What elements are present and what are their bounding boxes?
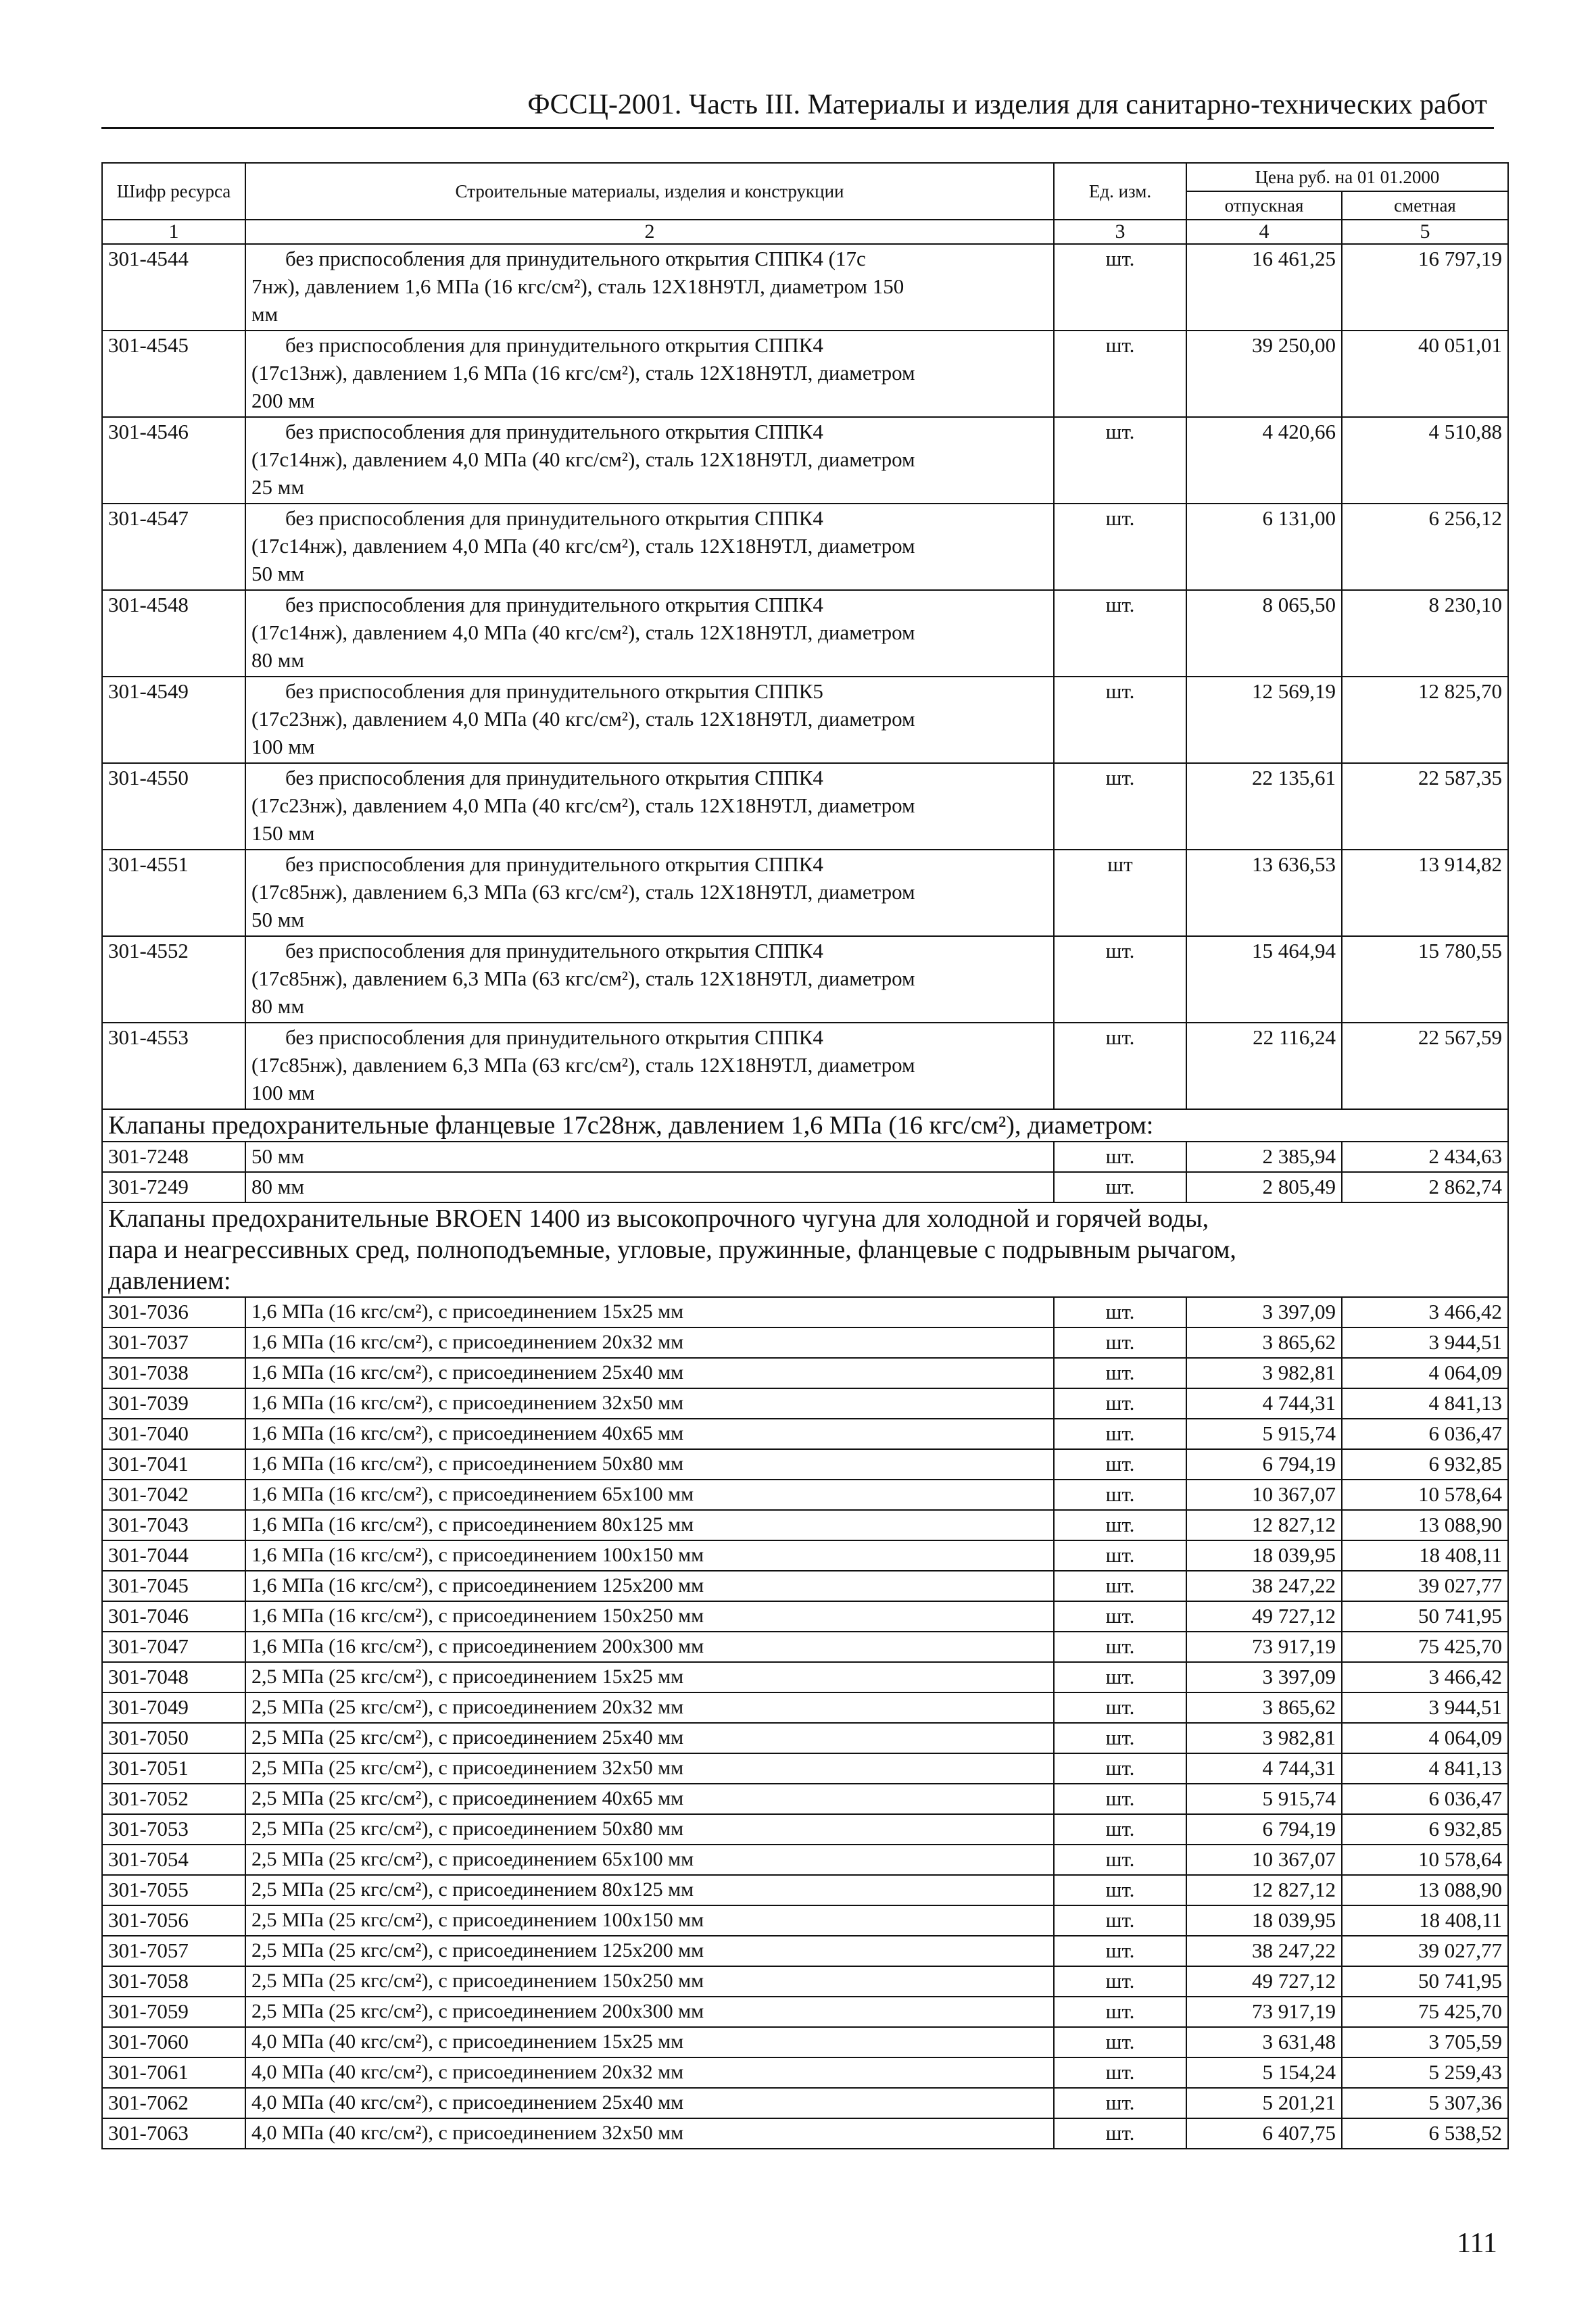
unit-cell: шт.	[1054, 1997, 1186, 2027]
release-price: 8 065,50	[1186, 590, 1342, 677]
unit-cell: шт.	[1054, 1449, 1186, 1480]
release-price: 3 865,62	[1186, 1327, 1342, 1358]
unit-cell: шт.	[1054, 1023, 1186, 1109]
resource-code: 301-7053	[102, 1814, 245, 1845]
estimate-price: 13 914,82	[1342, 850, 1508, 936]
description-line: без приспособления для принудительного открытия СППК4	[285, 1025, 823, 1049]
description-cell: 1,6 МПа (16 кгс/см²), с присоединением 200x300 мм	[245, 1632, 1054, 1662]
price-table	[101, 162, 1509, 2149]
table-body	[102, 244, 1508, 2149]
release-price: 5 915,74	[1186, 1419, 1342, 1449]
release-price: 18 039,95	[1186, 1905, 1342, 1936]
unit-cell: шт.	[1054, 1571, 1186, 1601]
unit-cell: шт.	[1054, 1936, 1186, 1966]
section-row	[102, 1109, 1508, 1142]
table-row	[102, 677, 1508, 763]
description-line: без приспособления для принудительного открытия СППК4 (17с	[285, 247, 866, 270]
estimate-price: 15 780,55	[1342, 936, 1508, 1023]
table-row	[102, 244, 1508, 331]
resource-code: 301-7045	[102, 1571, 245, 1601]
table-row	[102, 1753, 1508, 1784]
estimate-price: 16 797,19	[1342, 244, 1508, 331]
unit-cell: шт.	[1054, 1388, 1186, 1419]
estimate-price: 4 841,13	[1342, 1388, 1508, 1419]
page-title: ФССЦ-2001. Часть III. Материалы и изделия для санитарно-технических работ	[527, 89, 1487, 120]
description-line: (17с14нж), давлением 4,0 МПа (40 кгс/см²), сталь 12Х18Н9ТЛ, диаметром	[251, 447, 915, 471]
table-row	[102, 1510, 1508, 1540]
estimate-price: 6 932,85	[1342, 1449, 1508, 1480]
resource-code: 301-7040	[102, 1419, 245, 1449]
release-price: 6 794,19	[1186, 1449, 1342, 1480]
description-cell: 4,0 МПа (40 кгс/см²), с присоединением 20x32 мм	[245, 2057, 1054, 2088]
description-cell: 1,6 МПа (16 кгс/см²), с присоединением 20x32 мм	[245, 1327, 1054, 1358]
estimate-price: 50 741,95	[1342, 1966, 1508, 1997]
description-line: без приспособления для принудительного открытия СППК4	[285, 766, 823, 789]
release-price: 12 827,12	[1186, 1875, 1342, 1905]
table-row	[102, 1845, 1508, 1875]
unit-cell: шт.	[1054, 763, 1186, 850]
description-cell: 2,5 МПа (25 кгс/см²), с присоединением 20x32 мм	[245, 1692, 1054, 1723]
estimate-price: 22 587,35	[1342, 763, 1508, 850]
description-line: (17с85нж), давлением 6,3 МПа (63 кгс/см²), сталь 12Х18Н9ТЛ, диаметром	[251, 1053, 915, 1077]
release-price: 73 917,19	[1186, 1632, 1342, 1662]
release-price: 49 727,12	[1186, 1966, 1342, 1997]
unit-cell: шт.	[1054, 1845, 1186, 1875]
release-price: 5 201,21	[1186, 2088, 1342, 2118]
description-cell: 80 мм	[245, 1172, 1054, 1202]
description-line: без приспособления для принудительного открытия СППК4	[285, 939, 823, 962]
release-price: 12 569,19	[1186, 677, 1342, 763]
table-row	[102, 1449, 1508, 1480]
unit-cell: шт.	[1054, 2057, 1186, 2088]
description-line: 80 мм	[251, 648, 304, 672]
description-cell	[245, 1023, 1054, 1109]
table-row	[102, 1997, 1508, 2027]
resource-code: 301-7060	[102, 2027, 245, 2057]
unit-cell: шт.	[1054, 677, 1186, 763]
description-line: без приспособления для принудительного открытия СППК4	[285, 506, 823, 530]
unit-cell: шт.	[1054, 1601, 1186, 1632]
resource-code: 301-7248	[102, 1142, 245, 1172]
release-price: 10 367,07	[1186, 1845, 1342, 1875]
unit-cell: шт.	[1054, 590, 1186, 677]
estimate-price: 4 064,09	[1342, 1723, 1508, 1753]
header-price-group: Цена руб. на 01 01.2000	[1186, 163, 1508, 191]
table-row	[102, 2027, 1508, 2057]
section-row	[102, 1202, 1508, 1297]
unit-cell: шт.	[1054, 936, 1186, 1023]
table-row	[102, 1142, 1508, 1172]
estimate-price: 13 088,90	[1342, 1875, 1508, 1905]
table-row	[102, 1388, 1508, 1419]
resource-code: 301-7041	[102, 1449, 245, 1480]
unit-cell: шт.	[1054, 1632, 1186, 1662]
estimate-price: 5 307,36	[1342, 2088, 1508, 2118]
unit-cell: шт.	[1054, 1297, 1186, 1327]
resource-code: 301-7056	[102, 1905, 245, 1936]
estimate-price: 22 567,59	[1342, 1023, 1508, 1109]
description-line: без приспособления для принудительного открытия СППК4	[285, 593, 823, 616]
table-row	[102, 936, 1508, 1023]
description-cell	[245, 936, 1054, 1023]
table-row	[102, 1601, 1508, 1632]
description-cell: 2,5 МПа (25 кгс/см²), с присоединением 100x150 мм	[245, 1905, 1054, 1936]
description-line: 25 мм	[251, 475, 304, 499]
estimate-price: 50 741,95	[1342, 1601, 1508, 1632]
description-cell	[245, 677, 1054, 763]
table-row	[102, 1905, 1508, 1936]
release-price: 38 247,22	[1186, 1571, 1342, 1601]
estimate-price: 10 578,64	[1342, 1480, 1508, 1510]
table-row	[102, 1358, 1508, 1388]
section-title: Клапаны предохранительные фланцевые 17с28нж, давлением 1,6 МПа (16 кгс/см²), диаметром:	[102, 1109, 1508, 1142]
description-cell: 1,6 МПа (16 кгс/см²), с присоединением 40x65 мм	[245, 1419, 1054, 1449]
estimate-price: 75 425,70	[1342, 1632, 1508, 1662]
resource-code: 301-7044	[102, 1540, 245, 1571]
estimate-price: 3 466,42	[1342, 1662, 1508, 1692]
table-row	[102, 1966, 1508, 1997]
unit-cell: шт.	[1054, 2118, 1186, 2149]
unit-cell: шт.	[1054, 1966, 1186, 1997]
estimate-price: 18 408,11	[1342, 1905, 1508, 1936]
description-cell: 2,5 МПа (25 кгс/см²), с присоединением 25x40 мм	[245, 1723, 1054, 1753]
resource-code: 301-7052	[102, 1784, 245, 1814]
description-cell: 1,6 МПа (16 кгс/см²), с присоединением 150x250 мм	[245, 1601, 1054, 1632]
resource-code: 301-7038	[102, 1358, 245, 1388]
table-row	[102, 1023, 1508, 1109]
description-cell: 2,5 МПа (25 кгс/см²), с присоединением 125x200 мм	[245, 1936, 1054, 1966]
table-row	[102, 1692, 1508, 1723]
description-line: 100 мм	[251, 735, 315, 758]
table-row	[102, 1540, 1508, 1571]
col-number: 1	[102, 220, 245, 244]
release-price: 3 982,81	[1186, 1723, 1342, 1753]
release-price: 22 116,24	[1186, 1023, 1342, 1109]
description-line: (17с14нж), давлением 4,0 МПа (40 кгс/см²), сталь 12Х18Н9ТЛ, диаметром	[251, 620, 915, 644]
estimate-price: 4 841,13	[1342, 1753, 1508, 1784]
table-row	[102, 1172, 1508, 1202]
header-code: Шифр ресурса	[102, 163, 245, 220]
description-cell	[245, 590, 1054, 677]
unit-cell: шт	[1054, 850, 1186, 936]
description-line: (17с85нж), давлением 6,3 МПа (63 кгс/см²), сталь 12Х18Н9ТЛ, диаметром	[251, 967, 915, 990]
unit-cell: шт.	[1054, 1419, 1186, 1449]
resource-code: 301-4553	[102, 1023, 245, 1109]
unit-cell: шт.	[1054, 1784, 1186, 1814]
description-line: без приспособления для принудительного открытия СППК5	[285, 679, 823, 703]
unit-cell: шт.	[1054, 1172, 1186, 1202]
table-row	[102, 2057, 1508, 2088]
unit-cell: шт.	[1054, 244, 1186, 331]
estimate-price: 39 027,77	[1342, 1936, 1508, 1966]
release-price: 73 917,19	[1186, 1997, 1342, 2027]
table-row	[102, 850, 1508, 936]
description-cell: 2,5 МПа (25 кгс/см²), с присоединением 150x250 мм	[245, 1966, 1054, 1997]
description-cell: 2,5 МПа (25 кгс/см²), с присоединением 80x125 мм	[245, 1875, 1054, 1905]
description-cell: 4,0 МПа (40 кгс/см²), с присоединением 15x25 мм	[245, 2027, 1054, 2057]
resource-code: 301-4550	[102, 763, 245, 850]
table-row	[102, 1936, 1508, 1966]
release-price: 18 039,95	[1186, 1540, 1342, 1571]
description-cell: 4,0 МПа (40 кгс/см²), с присоединением 25x40 мм	[245, 2088, 1054, 2118]
resource-code: 301-4547	[102, 504, 245, 590]
release-price: 15 464,94	[1186, 936, 1342, 1023]
description-cell: 1,6 МПа (16 кгс/см²), с присоединением 65x100 мм	[245, 1480, 1054, 1510]
description-cell	[245, 331, 1054, 417]
description-line: без приспособления для принудительного открытия СППК4	[285, 333, 823, 357]
resource-code: 301-4549	[102, 677, 245, 763]
estimate-price: 6 036,47	[1342, 1419, 1508, 1449]
unit-cell: шт.	[1054, 417, 1186, 504]
header-name: Строительные материалы, изделия и конструкции	[245, 163, 1054, 220]
description-cell: 2,5 МПа (25 кгс/см²), с присоединением 65x100 мм	[245, 1845, 1054, 1875]
table-row	[102, 1814, 1508, 1845]
unit-cell: шт.	[1054, 1905, 1186, 1936]
col-number: 5	[1342, 220, 1508, 244]
estimate-price: 5 259,43	[1342, 2057, 1508, 2088]
resource-code: 301-7037	[102, 1327, 245, 1358]
header-release: отпускная	[1186, 191, 1342, 220]
table-header	[102, 163, 1508, 244]
release-price: 12 827,12	[1186, 1510, 1342, 1540]
table-row	[102, 504, 1508, 590]
release-price: 13 636,53	[1186, 850, 1342, 936]
section-title-line: пара и неагрессивных сред, полноподъемные, угловые, пружинные, фланцевые с подрывным рычагом,	[108, 1236, 1236, 1264]
resource-code: 301-7063	[102, 2118, 245, 2149]
estimate-price: 6 538,52	[1342, 2118, 1508, 2149]
table-row	[102, 417, 1508, 504]
release-price: 2 805,49	[1186, 1172, 1342, 1202]
description-cell	[245, 850, 1054, 936]
estimate-price: 6 932,85	[1342, 1814, 1508, 1845]
estimate-price: 40 051,01	[1342, 331, 1508, 417]
page-header	[101, 87, 1494, 129]
release-price: 6 131,00	[1186, 504, 1342, 590]
description-line: (17с23нж), давлением 4,0 МПа (40 кгс/см²), сталь 12Х18Н9ТЛ, диаметром	[251, 707, 915, 731]
estimate-price: 3 705,59	[1342, 2027, 1508, 2057]
col-number: 4	[1186, 220, 1342, 244]
description-cell: 1,6 МПа (16 кгс/см²), с присоединением 80x125 мм	[245, 1510, 1054, 1540]
description-cell: 1,6 МПа (16 кгс/см²), с присоединением 125x200 мм	[245, 1571, 1054, 1601]
description-line: 7нж), давлением 1,6 МПа (16 кгс/см²), сталь 12Х18Н9ТЛ, диаметром 150	[251, 274, 904, 298]
description-line: 150 мм	[251, 821, 315, 845]
table-row	[102, 1875, 1508, 1905]
header-unit: Ед. изм.	[1054, 163, 1186, 220]
estimate-price: 3 466,42	[1342, 1297, 1508, 1327]
estimate-price: 8 230,10	[1342, 590, 1508, 677]
unit-cell: шт.	[1054, 2088, 1186, 2118]
resource-code: 301-7036	[102, 1297, 245, 1327]
resource-code: 301-7047	[102, 1632, 245, 1662]
estimate-price: 39 027,77	[1342, 1571, 1508, 1601]
resource-code: 301-4548	[102, 590, 245, 677]
description-line: 50 мм	[251, 562, 304, 585]
resource-code: 301-7058	[102, 1966, 245, 1997]
description-line: без приспособления для принудительного открытия СППК4	[285, 852, 823, 876]
release-price: 10 367,07	[1186, 1480, 1342, 1510]
unit-cell: шт.	[1054, 504, 1186, 590]
release-price: 6 407,75	[1186, 2118, 1342, 2149]
col-number: 2	[245, 220, 1054, 244]
unit-cell: шт.	[1054, 1540, 1186, 1571]
description-line: 100 мм	[251, 1081, 315, 1104]
table-row	[102, 1480, 1508, 1510]
resource-code: 301-7043	[102, 1510, 245, 1540]
resource-code: 301-7059	[102, 1997, 245, 2027]
resource-code: 301-7054	[102, 1845, 245, 1875]
description-line: (17с14нж), давлением 4,0 МПа (40 кгс/см²), сталь 12Х18Н9ТЛ, диаметром	[251, 534, 915, 558]
unit-cell: шт.	[1054, 1875, 1186, 1905]
description-cell: 4,0 МПа (40 кгс/см²), с присоединением 32x50 мм	[245, 2118, 1054, 2149]
description-line: 80 мм	[251, 994, 304, 1018]
description-cell: 50 мм	[245, 1142, 1054, 1172]
unit-cell: шт.	[1054, 1814, 1186, 1845]
estimate-price: 6 036,47	[1342, 1784, 1508, 1814]
estimate-price: 3 944,51	[1342, 1327, 1508, 1358]
table-row	[102, 1327, 1508, 1358]
resource-code: 301-7050	[102, 1723, 245, 1753]
table-row	[102, 1297, 1508, 1327]
unit-cell: шт.	[1054, 1327, 1186, 1358]
resource-code: 301-4546	[102, 417, 245, 504]
unit-cell: шт.	[1054, 1358, 1186, 1388]
table-row	[102, 1632, 1508, 1662]
table-row	[102, 590, 1508, 677]
resource-code: 301-4552	[102, 936, 245, 1023]
release-price: 4 744,31	[1186, 1753, 1342, 1784]
resource-code: 301-7048	[102, 1662, 245, 1692]
resource-code: 301-7062	[102, 2088, 245, 2118]
release-price: 5 154,24	[1186, 2057, 1342, 2088]
release-price: 3 982,81	[1186, 1358, 1342, 1388]
estimate-price: 6 256,12	[1342, 504, 1508, 590]
description-cell: 2,5 МПа (25 кгс/см²), с присоединением 32x50 мм	[245, 1753, 1054, 1784]
release-price: 49 727,12	[1186, 1601, 1342, 1632]
description-cell: 2,5 МПа (25 кгс/см²), с присоединением 40x65 мм	[245, 1784, 1054, 1814]
table-row	[102, 2118, 1508, 2149]
estimate-price: 13 088,90	[1342, 1510, 1508, 1540]
resource-code: 301-7046	[102, 1601, 245, 1632]
release-price: 5 915,74	[1186, 1784, 1342, 1814]
description-line: мм	[251, 302, 279, 326]
resource-code: 301-7055	[102, 1875, 245, 1905]
col-number: 3	[1054, 220, 1186, 244]
unit-cell: шт.	[1054, 1142, 1186, 1172]
description-cell: 1,6 МПа (16 кгс/см²), с присоединением 32x50 мм	[245, 1388, 1054, 1419]
description-cell	[245, 504, 1054, 590]
description-line: 200 мм	[251, 389, 315, 412]
resource-code: 301-4545	[102, 331, 245, 417]
description-cell: 1,6 МПа (16 кгс/см²), с присоединением 50x80 мм	[245, 1449, 1054, 1480]
unit-cell: шт.	[1054, 1692, 1186, 1723]
release-price: 38 247,22	[1186, 1936, 1342, 1966]
unit-cell: шт.	[1054, 1753, 1186, 1784]
release-price: 2 385,94	[1186, 1142, 1342, 1172]
description-cell: 2,5 МПа (25 кгс/см²), с присоединением 50x80 мм	[245, 1814, 1054, 1845]
table-row	[102, 1662, 1508, 1692]
table-row	[102, 1571, 1508, 1601]
unit-cell: шт.	[1054, 1510, 1186, 1540]
description-line: (17с85нж), давлением 6,3 МПа (63 кгс/см²), сталь 12Х18Н9ТЛ, диаметром	[251, 880, 915, 904]
estimate-price: 4 064,09	[1342, 1358, 1508, 1388]
description-line: (17с23нж), давлением 4,0 МПа (40 кгс/см²), сталь 12Х18Н9ТЛ, диаметром	[251, 794, 915, 817]
resource-code: 301-7042	[102, 1480, 245, 1510]
release-price: 4 744,31	[1186, 1388, 1342, 1419]
resource-code: 301-7051	[102, 1753, 245, 1784]
description-cell	[245, 763, 1054, 850]
estimate-price: 2 862,74	[1342, 1172, 1508, 1202]
description-line: (17с13нж), давлением 1,6 МПа (16 кгс/см²), сталь 12Х18Н9ТЛ, диаметром	[251, 361, 915, 385]
section-title	[102, 1202, 1508, 1297]
header-estimate: сметная	[1342, 191, 1508, 220]
estimate-price: 10 578,64	[1342, 1845, 1508, 1875]
resource-code: 301-7249	[102, 1172, 245, 1202]
table-row	[102, 331, 1508, 417]
estimate-price: 3 944,51	[1342, 1692, 1508, 1723]
resource-code: 301-7061	[102, 2057, 245, 2088]
description-cell	[245, 417, 1054, 504]
resource-code: 301-7039	[102, 1388, 245, 1419]
table-row	[102, 1784, 1508, 1814]
description-cell	[245, 244, 1054, 331]
description-cell: 2,5 МПа (25 кгс/см²), с присоединением 15x25 мм	[245, 1662, 1054, 1692]
description-cell: 1,6 МПа (16 кгс/см²), с присоединением 25x40 мм	[245, 1358, 1054, 1388]
description-cell: 1,6 МПа (16 кгс/см²), с присоединением 15x25 мм	[245, 1297, 1054, 1327]
unit-cell: шт.	[1054, 2027, 1186, 2057]
release-price: 3 631,48	[1186, 2027, 1342, 2057]
unit-cell: шт.	[1054, 331, 1186, 417]
estimate-price: 4 510,88	[1342, 417, 1508, 504]
estimate-price: 12 825,70	[1342, 677, 1508, 763]
resource-code: 301-4544	[102, 244, 245, 331]
table-row	[102, 1419, 1508, 1449]
table-row	[102, 763, 1508, 850]
release-price: 39 250,00	[1186, 331, 1342, 417]
description-cell: 1,6 МПа (16 кгс/см²), с присоединением 100x150 мм	[245, 1540, 1054, 1571]
resource-code: 301-4551	[102, 850, 245, 936]
description-line: 50 мм	[251, 908, 304, 931]
resource-code: 301-7057	[102, 1936, 245, 1966]
release-price: 6 794,19	[1186, 1814, 1342, 1845]
release-price: 3 397,09	[1186, 1662, 1342, 1692]
estimate-price: 2 434,63	[1342, 1142, 1508, 1172]
unit-cell: шт.	[1054, 1662, 1186, 1692]
release-price: 4 420,66	[1186, 417, 1342, 504]
estimate-price: 18 408,11	[1342, 1540, 1508, 1571]
resource-code: 301-7049	[102, 1692, 245, 1723]
table-row	[102, 1723, 1508, 1753]
estimate-price: 75 425,70	[1342, 1997, 1508, 2027]
column-numbers-row	[102, 220, 1508, 244]
release-price: 3 397,09	[1186, 1297, 1342, 1327]
section-title-line: Клапаны предохранительные BROEN 1400 из высокопрочного чугуна для холодной и горячей воды,	[108, 1204, 1209, 1233]
table-row	[102, 2088, 1508, 2118]
release-price: 16 461,25	[1186, 244, 1342, 331]
release-price: 3 865,62	[1186, 1692, 1342, 1723]
unit-cell: шт.	[1054, 1480, 1186, 1510]
page-number: 111	[1457, 2228, 1497, 2259]
release-price: 22 135,61	[1186, 763, 1342, 850]
description-line: без приспособления для принудительного открытия СППК4	[285, 420, 823, 443]
section-title-line: давлением:	[108, 1267, 231, 1295]
unit-cell: шт.	[1054, 1723, 1186, 1753]
description-cell: 2,5 МПа (25 кгс/см²), с присоединением 200x300 мм	[245, 1997, 1054, 2027]
